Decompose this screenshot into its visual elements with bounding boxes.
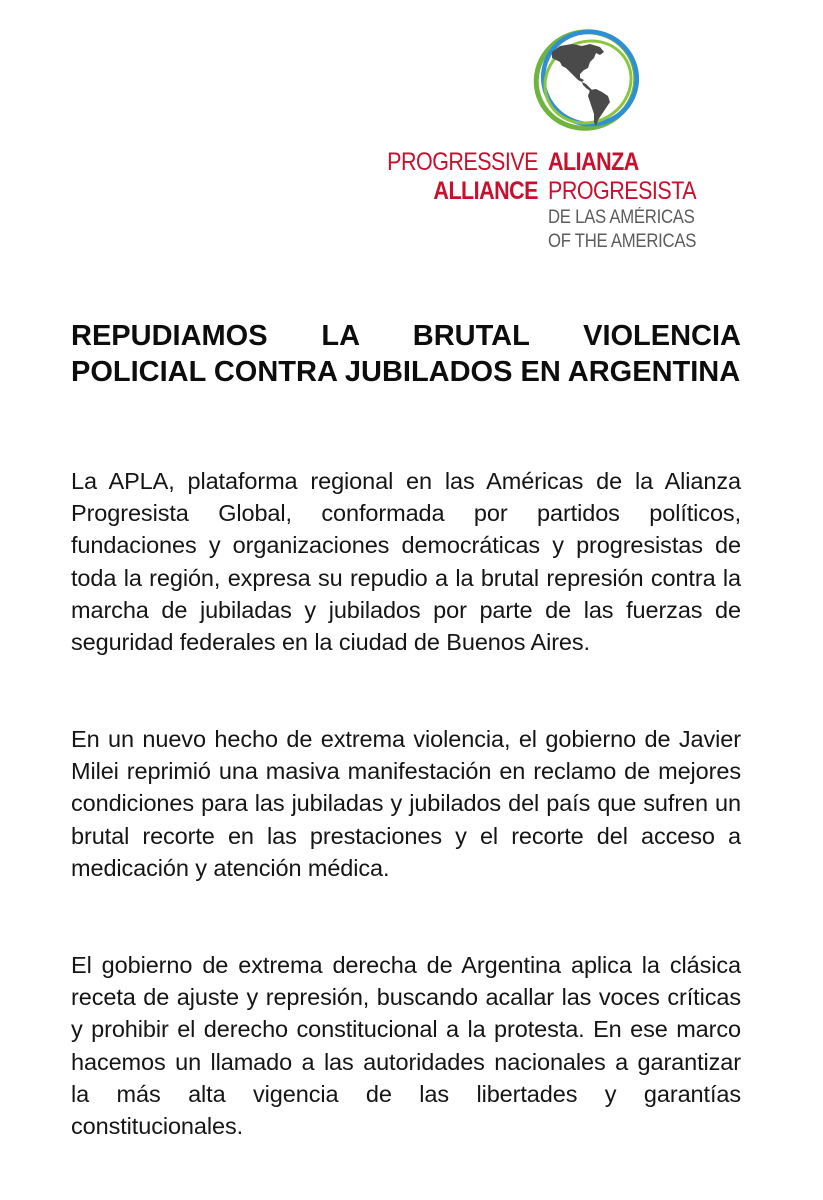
globe-rings-icon <box>530 22 646 138</box>
green-ring-inner-icon <box>530 25 646 138</box>
logo-of-the-americas-text: OF THE AMERICAS <box>548 231 697 252</box>
logo-alliance-text: ALLIANCE <box>433 177 538 205</box>
paragraph-1: La APLA, plataforma regional en las Américas de la Alianza Progresista Global, conformada por partidos políticos, fundaciones y organizaciones democráticas y progresistas de toda la región, expresa su repudio a la brutal represión contra la marcha de jubiladas y jubilados por parte de las fuerzas de seguridad federales en la ciudad de Buenos Aires. <box>71 468 741 656</box>
green-ring-icon <box>530 22 646 138</box>
statement-headline: REPUDIAMOS LA BRUTAL VIOLENCIA POLICIAL CONTRA JUBILADOS EN ARGENTINA <box>71 320 741 388</box>
progressive-alliance-logo <box>358 22 738 262</box>
logo-alianza-text: ALIANZA <box>548 148 639 176</box>
logo-de-las-americas-text: DE LAS AMÉRICAS <box>548 207 695 228</box>
logo-progressive-text: PROGRESSIVE <box>387 148 538 176</box>
logo-english-column <box>358 148 538 206</box>
paragraph-3: El gobierno de extrema derecha de Argentina aplica la clásica receta de ajuste y represión, buscando acallar las voces críticas y prohibir el derecho constitucional a la protesta. En ese marco hacemos un llamado a las autoridades nacionales a garantizar la más alta vigencia de las libertades y garantías constitucionales. <box>71 952 741 1140</box>
north-america-icon <box>552 44 604 82</box>
paragraph-2: En un nuevo hecho de extrema violencia, el gobierno de Javier Milei reprimió una masiva manifestación en reclamo de mejores condiciones para las jubiladas y jubilados del país que sufren un brutal recorte en las prestaciones y el recorte del acceso a medicación y atención médica. <box>71 726 741 881</box>
central-america-icon <box>582 82 592 91</box>
blue-ring-icon <box>530 22 646 138</box>
logo-progresista-text: PROGRESISTA <box>548 177 697 205</box>
logo-spanish-column <box>548 148 738 254</box>
